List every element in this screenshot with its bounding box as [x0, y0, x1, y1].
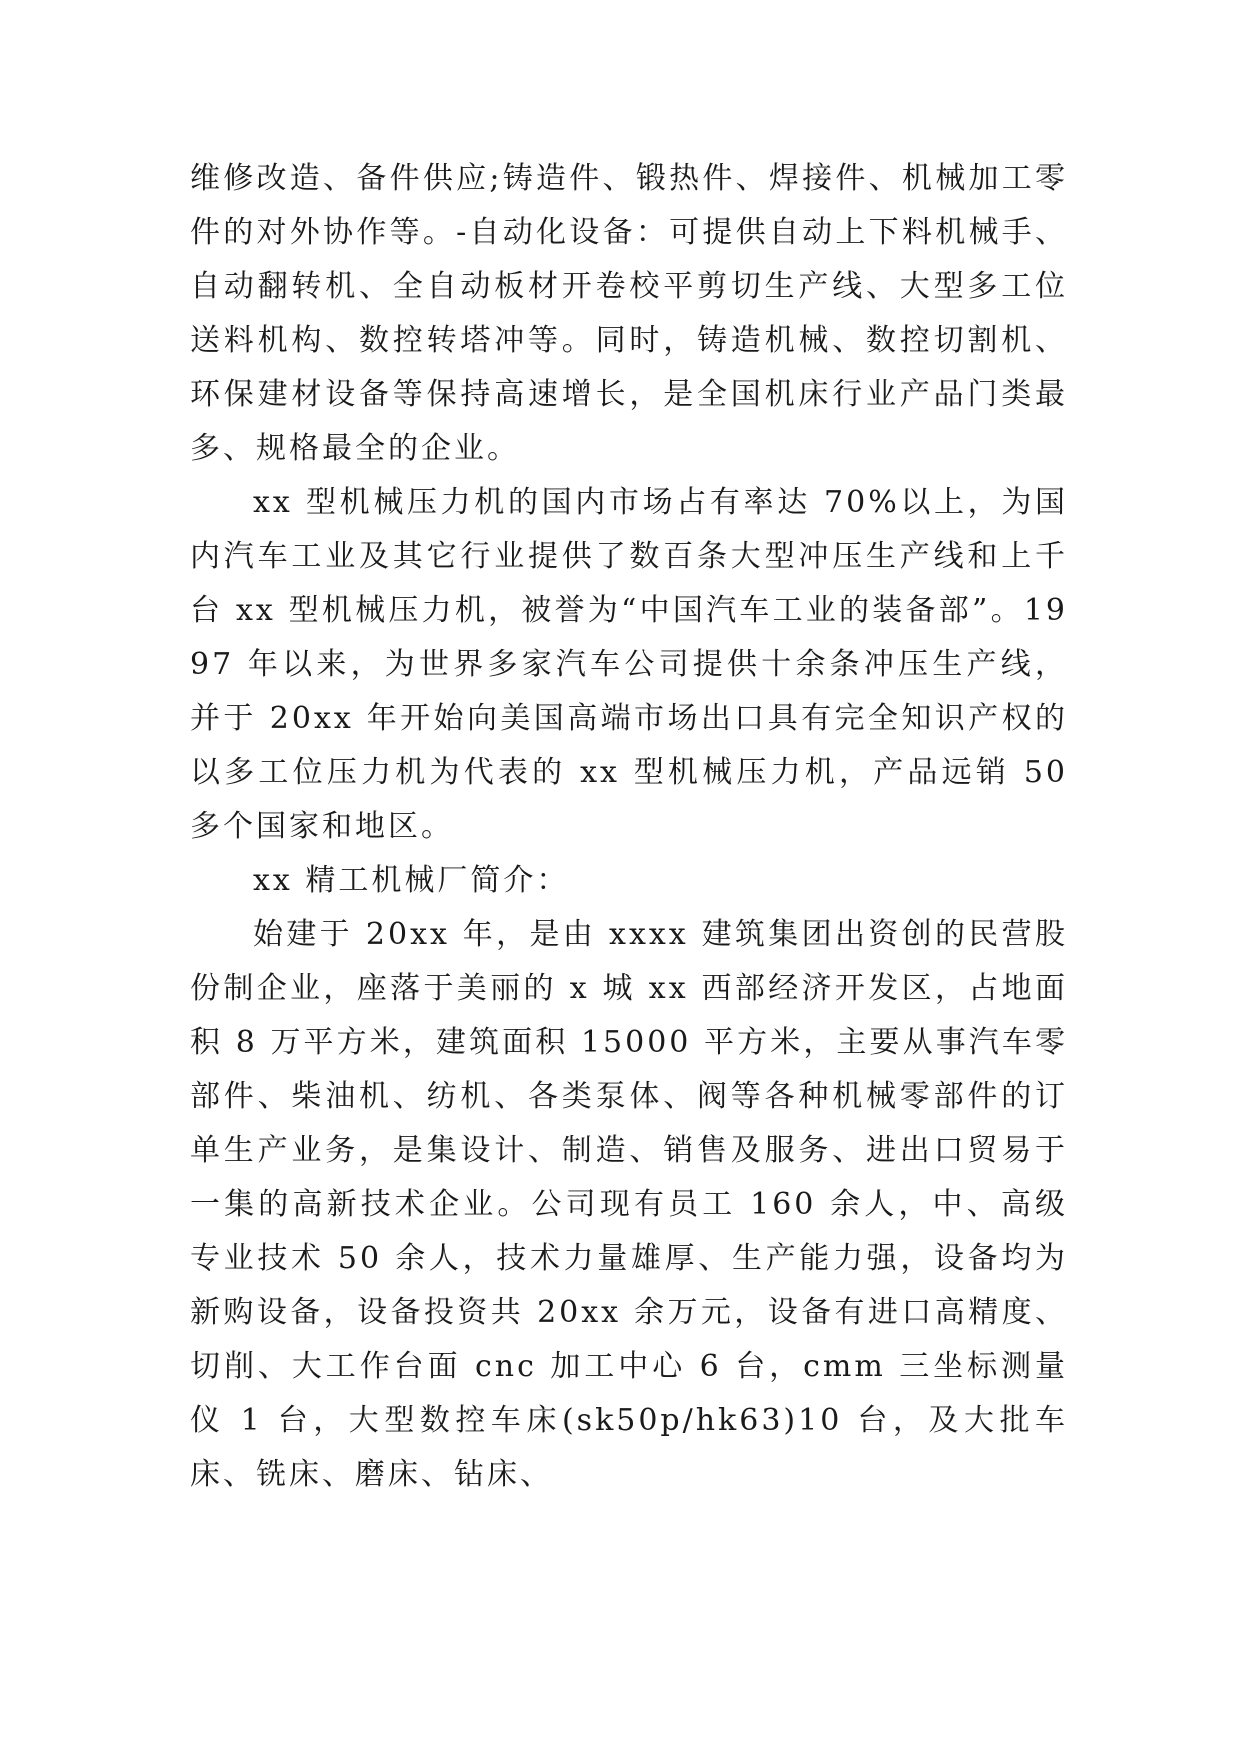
paragraph-press-market: xx 型机械压力机的国内市场占有率达 70%以上，为国内汽车工业及其它行业提供了数百条大型冲压生产线和上千台 xx 型机械压力机，被誉为“中国汽车工业的装备部”。1997 年以来，为世界多家汽车公司提供十余条冲压生产线，并于 20xx 年开始向美国高端市场出口具有完全知识产权的以多工位压力机为代表的 xx 型机械压力机，产品远销 50 多个国家和地区。: [190, 485, 1068, 844]
paragraph-equipment-continuation: 维修改造、备件供应;铸造件、锻热件、焊接件、机械加工零件的对外协作等。-自动化设备：可提供自动上下料机械手、自动翻转机、全自动板材开卷校平剪切生产线、大型多工位送料机构、数控转塔冲等。同时，铸造机械、数控切割机、环保建材设备等保持高速增长，是全国机床行业产品门类最多、规格最全的企业。: [190, 161, 1068, 466]
section-heading-company-intro: xx 精工机械厂简介：: [253, 863, 570, 898]
paragraph-company-description: 始建于 20xx 年，是由 xxxx 建筑集团出资创的民营股份制企业，座落于美丽的 x 城 xx 西部经济开发区，占地面积 8 万平方米，建筑面积 15000 平方米，主要从事汽车零部件、柴油机、纺机、各类泵体、阀等各种机械零部件的订单生产业务，是集设计、制造、销售及服务、进出口贸易于一集的高新技术企业。公司现有员工 160 余人，中、高级专业技术 50 余人，技术力量雄厚、生产能力强，设备均为新购设备，设备投资共 20xx 余万元，设备有进口高精度、切削、大工作台面 cnc 加工中心 6 台，cmm 三坐标测量仪 1 台，大型数控车床(sk50p/hk63)10 台，及大批车床、铣床、磨床、钻床、: [190, 917, 1068, 1492]
document-body: [190, 152, 1068, 1502]
